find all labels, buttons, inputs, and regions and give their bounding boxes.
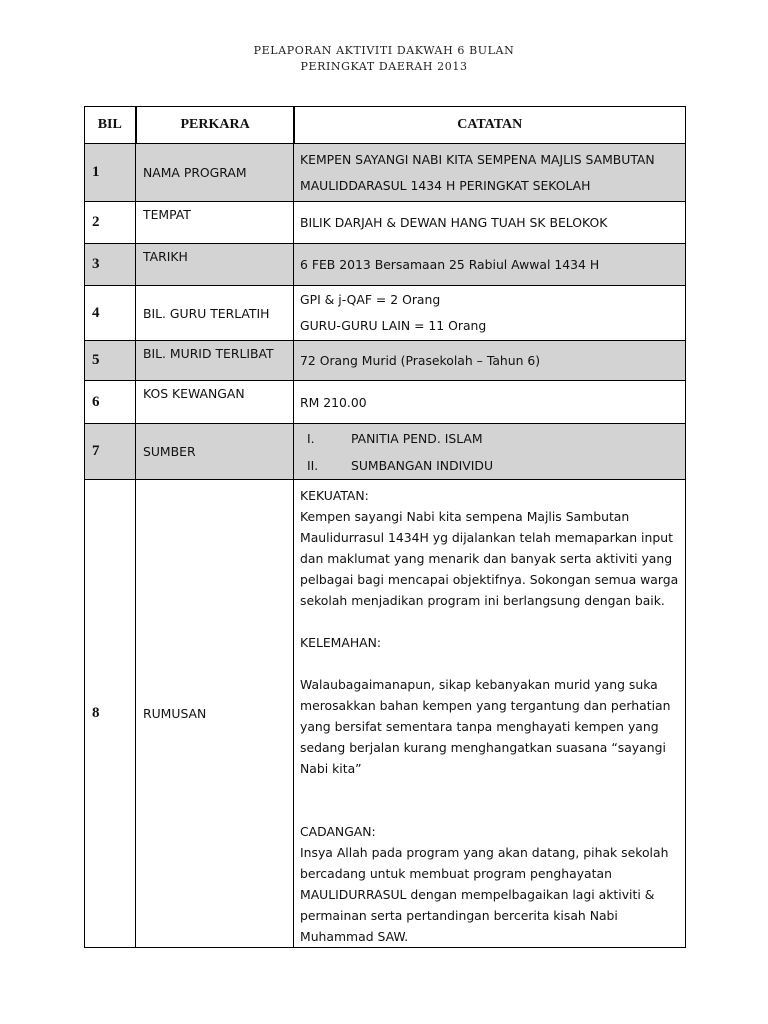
table-row bbox=[85, 202, 686, 244]
catatan-line: GURU-GURU LAIN = 11 Orang bbox=[300, 318, 487, 333]
kekuatan-line: pelbagai bagi mencapai objektifnya. Sokongan semua warga bbox=[300, 572, 679, 587]
kekuatan-label: KEKUATAN: bbox=[300, 488, 369, 503]
row-perkara: KOS KEWANGAN bbox=[136, 381, 294, 424]
row-perkara: NAMA PROGRAM bbox=[136, 144, 294, 202]
table-row bbox=[85, 341, 686, 381]
cadangan-line: bercadang untuk membuat program penghayatan bbox=[300, 866, 612, 881]
kelemahan-line: merosakkan bahan kempen yang tergantung dan perhatian bbox=[300, 698, 671, 713]
table-row bbox=[85, 480, 686, 948]
row-bil: 8 bbox=[85, 480, 136, 948]
row-catatan bbox=[294, 424, 686, 480]
row-bil: 5 bbox=[85, 341, 136, 381]
cadangan-line: Insya Allah pada program yang akan datang, pihak sekolah bbox=[300, 845, 669, 860]
row-bil: 4 bbox=[85, 286, 136, 341]
row-catatan bbox=[294, 144, 686, 202]
table-row bbox=[85, 244, 686, 286]
table-row bbox=[85, 286, 686, 341]
document-title-line2: PERINGKAT DAERAH 2013 bbox=[300, 60, 468, 73]
catatan-line: MAULIDDARASUL 1434 H PERINGKAT SEKOLAH bbox=[300, 177, 591, 193]
kekuatan-line: sekolah menjadikan program ini berlangsung dengan baik. bbox=[300, 593, 665, 608]
table-row bbox=[85, 144, 686, 202]
table-header-row bbox=[85, 107, 686, 144]
cadangan-line: Muhammad SAW. bbox=[300, 929, 409, 944]
sumber-list bbox=[300, 425, 679, 479]
kelemahan-line: Walaubagaimanapun, sikap kebanyakan murid yang suka bbox=[300, 677, 658, 692]
header-bil: BIL bbox=[85, 107, 136, 144]
table-row bbox=[85, 424, 686, 480]
rumusan-content bbox=[294, 480, 686, 948]
report-table bbox=[84, 106, 686, 948]
row-bil: 6 bbox=[85, 381, 136, 424]
document-title-line1: PELAPORAN AKTIVITI DAKWAH 6 BULAN bbox=[253, 44, 515, 57]
cadangan-label: CADANGAN: bbox=[300, 824, 376, 839]
row-bil: 7 bbox=[85, 424, 136, 480]
kelemahan-line: Nabi kita” bbox=[300, 761, 362, 776]
kekuatan-line: Maulidurrasul 1434H yg dijalankan telah memaparkan input bbox=[300, 530, 673, 545]
row-perkara: RUMUSAN bbox=[136, 480, 294, 948]
row-catatan: 72 Orang Murid (Prasekolah – Tahun 6) bbox=[294, 341, 686, 381]
row-catatan: 6 FEB 2013 Bersamaan 25 Rabiul Awwal 1434 H bbox=[294, 244, 686, 286]
row-perkara: TARIKH bbox=[136, 244, 294, 286]
kekuatan-line: Kempen sayangi Nabi kita sempena Majlis Sambutan bbox=[300, 509, 630, 524]
table-row bbox=[85, 381, 686, 424]
kelemahan-line: sedang berjalan kurang menghangatkan suasana “sayangi bbox=[300, 740, 666, 755]
kelemahan-label: KELEMAHAN: bbox=[300, 635, 382, 650]
header-catatan: CATATAN bbox=[294, 107, 686, 144]
catatan-line: GPI & j-QAF = 2 Orang bbox=[300, 292, 441, 307]
row-catatan bbox=[294, 286, 686, 341]
list-item-text: SUMBANGAN INDIVIDU bbox=[351, 457, 494, 473]
list-item bbox=[300, 425, 679, 452]
header-perkara: PERKARA bbox=[136, 107, 294, 144]
row-bil: 2 bbox=[85, 202, 136, 244]
cadangan-line: permainan serta pertandingan bercerita kisah Nabi bbox=[300, 908, 618, 923]
row-catatan: BILIK DARJAH & DEWAN HANG TUAH SK BELOKOK bbox=[294, 202, 686, 244]
kekuatan-line: dan maklumat yang menarik dan banyak serta aktiviti yang bbox=[300, 551, 673, 566]
list-item-number: I. bbox=[307, 430, 315, 446]
list-item-text: PANITIA PEND. ISLAM bbox=[351, 430, 483, 446]
list-item-number: II. bbox=[307, 457, 319, 473]
row-perkara: BIL. GURU TERLATIH bbox=[136, 286, 294, 341]
kelemahan-line: yang bersifat sementara tanpa menghayati kempen yang bbox=[300, 719, 659, 734]
row-perkara: SUMBER bbox=[136, 424, 294, 480]
catatan-line: KEMPEN SAYANGI NABI KITA SEMPENA MAJLIS SAMBUTAN bbox=[300, 151, 655, 167]
row-perkara: TEMPAT bbox=[136, 202, 294, 244]
list-item bbox=[300, 452, 679, 479]
cadangan-line: MAULIDURRASUL dengan mempelbagaikan lagi aktiviti & bbox=[300, 887, 655, 902]
row-catatan: RM 210.00 bbox=[294, 381, 686, 424]
row-bil: 1 bbox=[85, 144, 136, 202]
row-perkara: BIL. MURID TERLIBAT bbox=[136, 341, 294, 381]
row-bil: 3 bbox=[85, 244, 136, 286]
